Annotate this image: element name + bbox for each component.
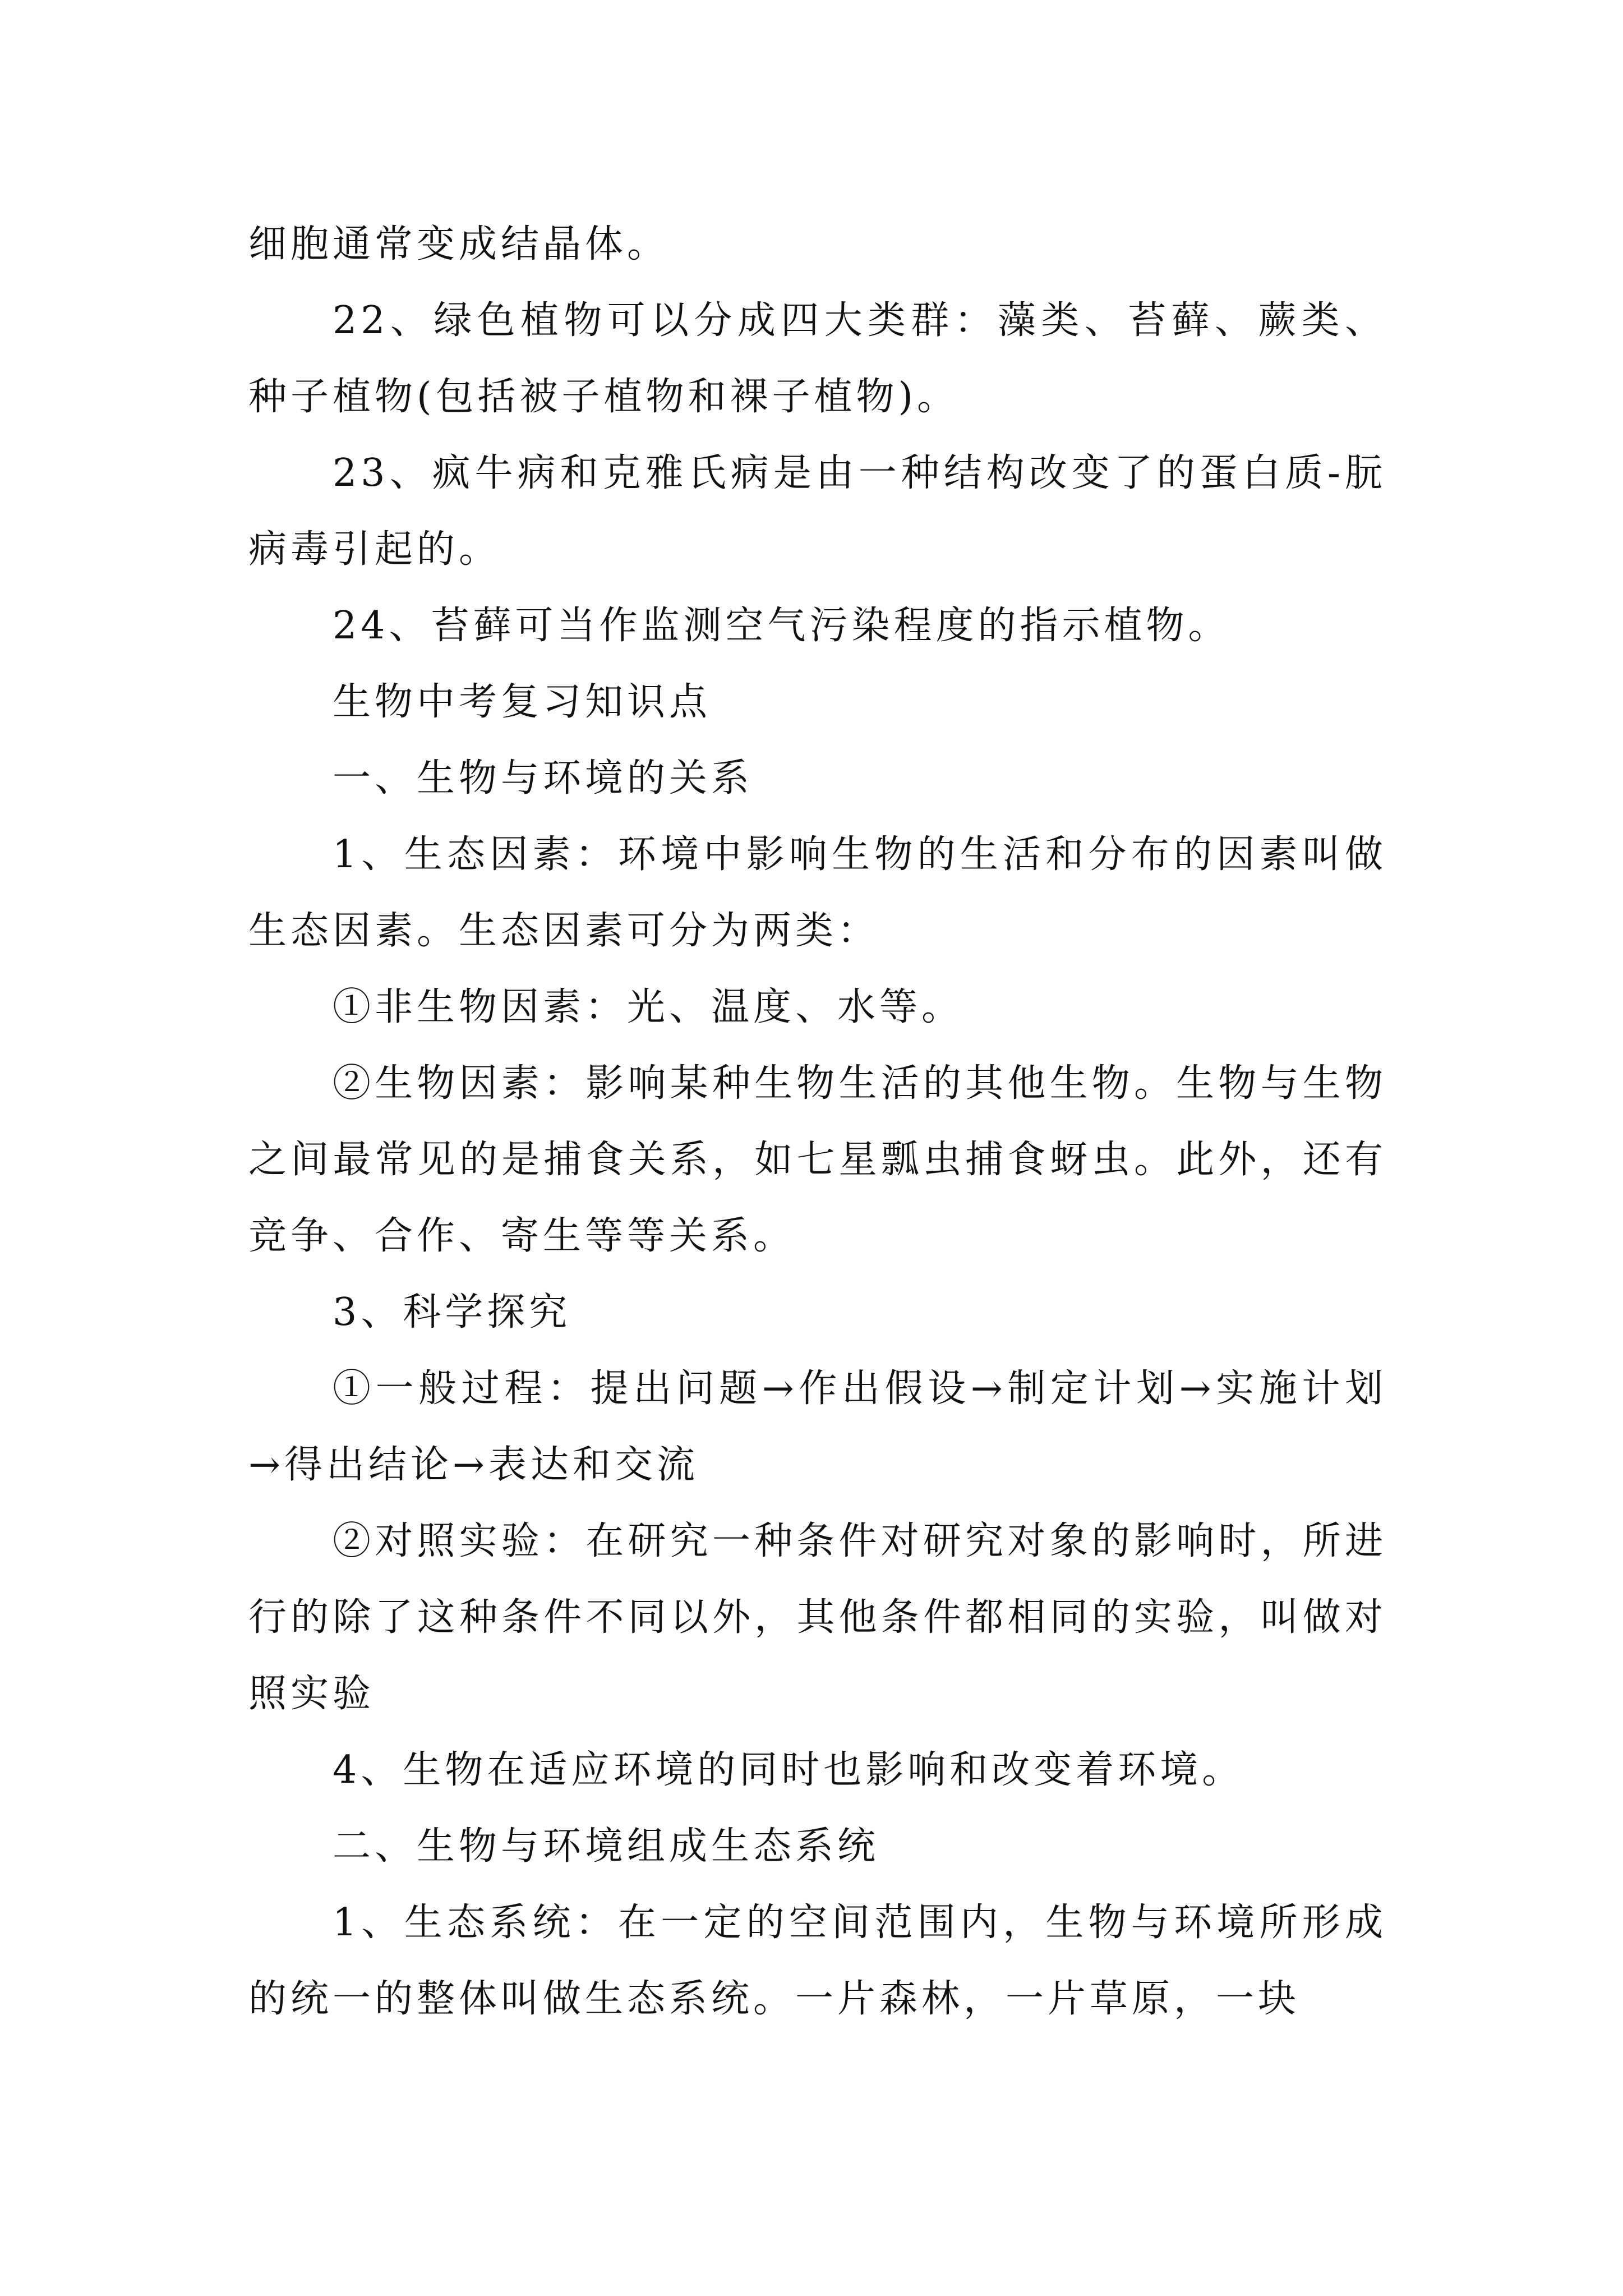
paragraph-ecosystem: 1、生态系统：在一定的空间范围内，生物与环境所形成的统一的整体叫做生态系统。一片森林，一片草原，一块 [248,1901,1387,2021]
heading-section-2: 二、生物与环境组成生态系统 [333,1824,880,1869]
paragraph-adaptation: 4、生物在适应环境的同时也影响和改变着环境。 [333,1748,1244,1792]
paragraph-abiotic-factors: ①非生物因素：光、温度、水等。 [333,985,964,1029]
paragraph-controlled-experiment: ②对照实验：在研究一种条件对研究对象的影响时，所进行的除了这种条件不同以外，其他条件都相同的实验，叫做对照实验 [248,1519,1387,1716]
paragraph-general-process: ①一般过程：提出问题→作出假设→制定计划→实施计划→得出结论→表达和交流 [248,1366,1387,1487]
paragraph-item-23: 23、疯牛病和克雅氏病是由一种结构改变了的蛋白质-朊病毒引起的。 [248,451,1387,572]
document-body [248,206,1387,2037]
paragraph-item-22: 22、绿色植物可以分成四大类群：藻类、苔藓、蕨类、种子植物(包括被子植物和裸子植物)。 [248,298,1387,419]
heading-scientific-inquiry: 3、科学探究 [333,1290,571,1335]
section-title: 生物中考复习知识点 [333,680,712,724]
paragraph-continuation: 细胞通常变成结晶体。 [248,222,670,266]
heading-section-1: 一、生物与环境的关系 [333,756,754,800]
paragraph-ecological-factors: 1、生态因素：环境中影响生物的生活和分布的因素叫做生态因素。生态因素可分为两类： [248,832,1387,953]
paragraph-item-24: 24、苔藓可当作监测空气污染程度的指示植物。 [333,604,1230,648]
paragraph-biotic-factors: ②生物因素：影响某种生物生活的其他生物。生物与生物之间最常见的是捕食关系，如七星瓢虫捕食蚜虫。此外，还有竞争、合作、寄生等等关系。 [248,1061,1387,1258]
